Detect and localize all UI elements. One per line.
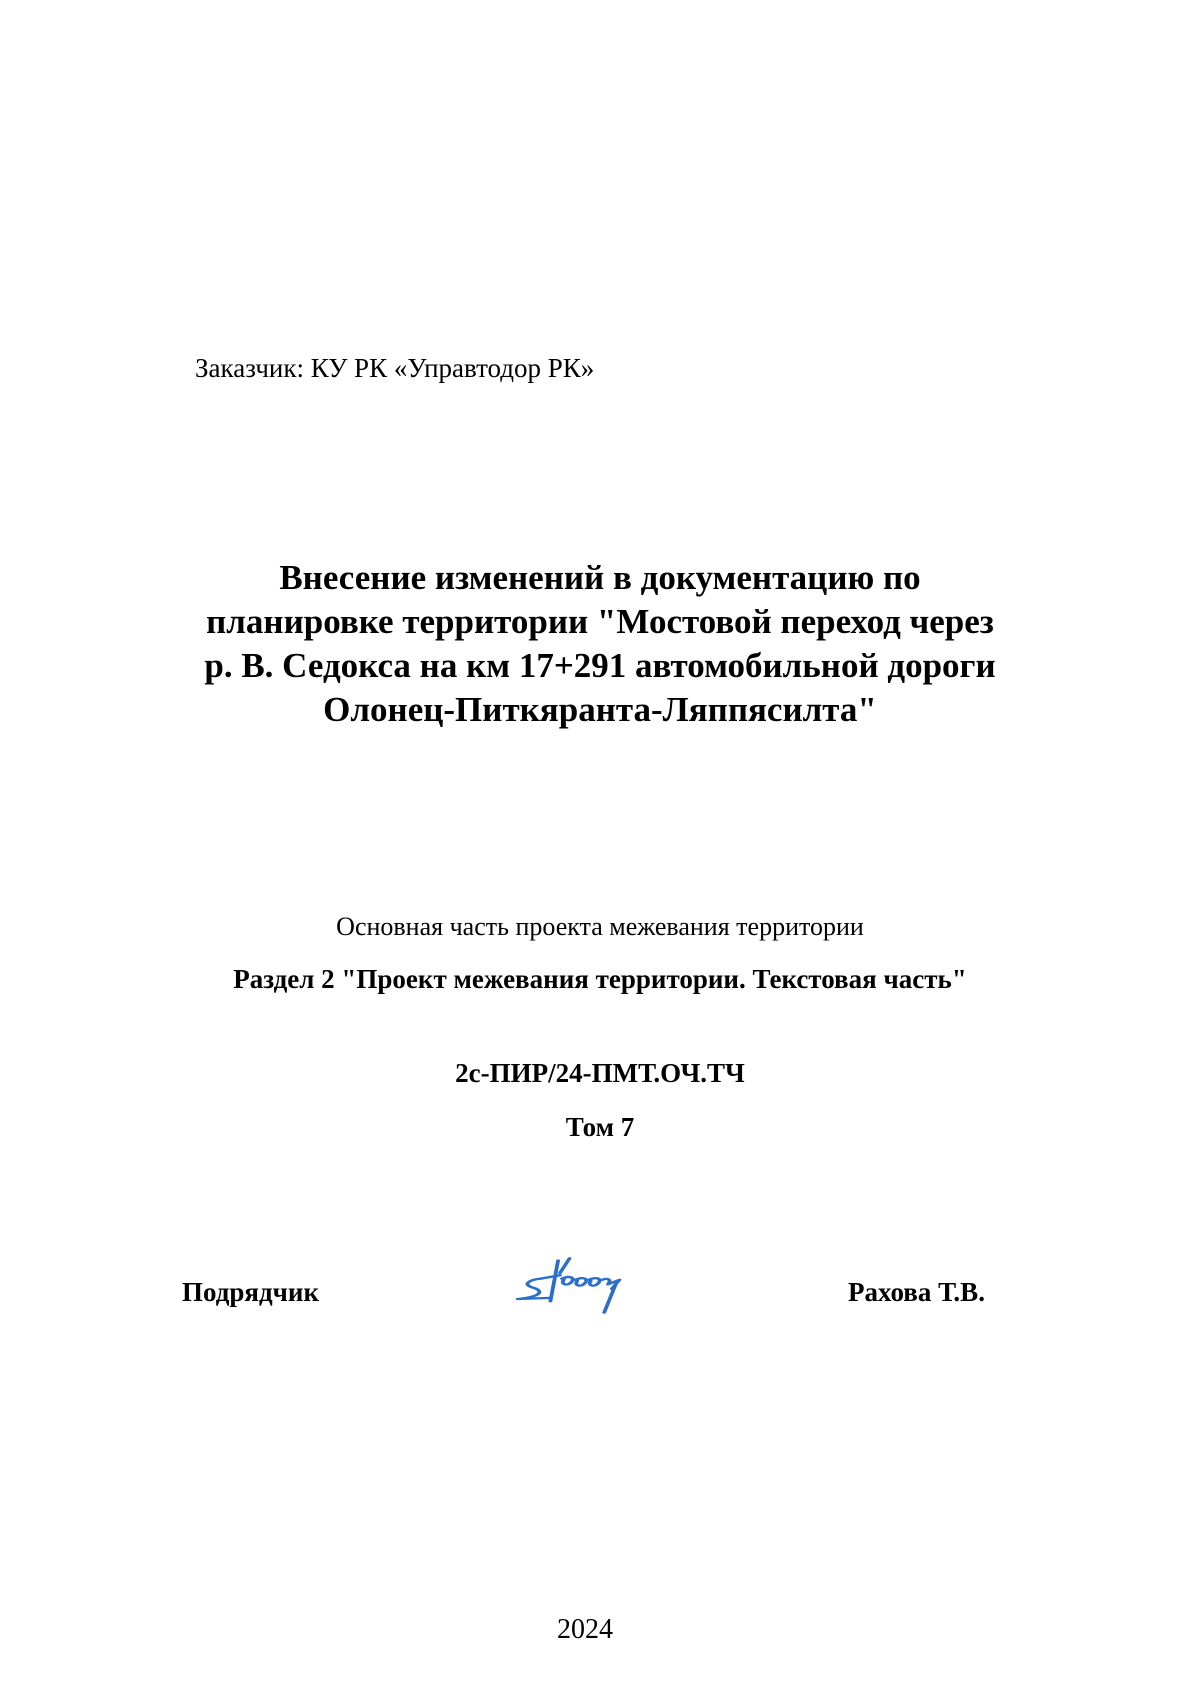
contractor-label: Подрядчик <box>182 1277 320 1307</box>
signer-name: Рахова Т.В. <box>848 1277 985 1307</box>
title-line: планировке территории "Мостовой переход через <box>206 602 994 641</box>
customer-line: Заказчик: КУ РК «Управтодор РК» <box>195 353 595 383</box>
signature-image <box>512 1256 632 1316</box>
section-title: Раздел 2 "Проект межевания территории. Текстовая часть" <box>233 964 967 994</box>
volume-number: Том 7 <box>565 1112 635 1142</box>
document-code: 2с-ПИР/24-ПМТ.ОЧ.ТЧ <box>455 1058 745 1088</box>
document-title <box>0 556 1200 732</box>
year: 2024 <box>557 1614 613 1645</box>
title-line: Олонец-Питкяранта-Ляппясилта" <box>323 690 877 729</box>
title-line: Внесение изменений в документацию по <box>279 558 921 597</box>
title-line: р. В. Седокса на км 17+291 автомобильной дороги <box>204 646 996 685</box>
subtitle: Основная часть проекта межевания территории <box>336 912 864 941</box>
